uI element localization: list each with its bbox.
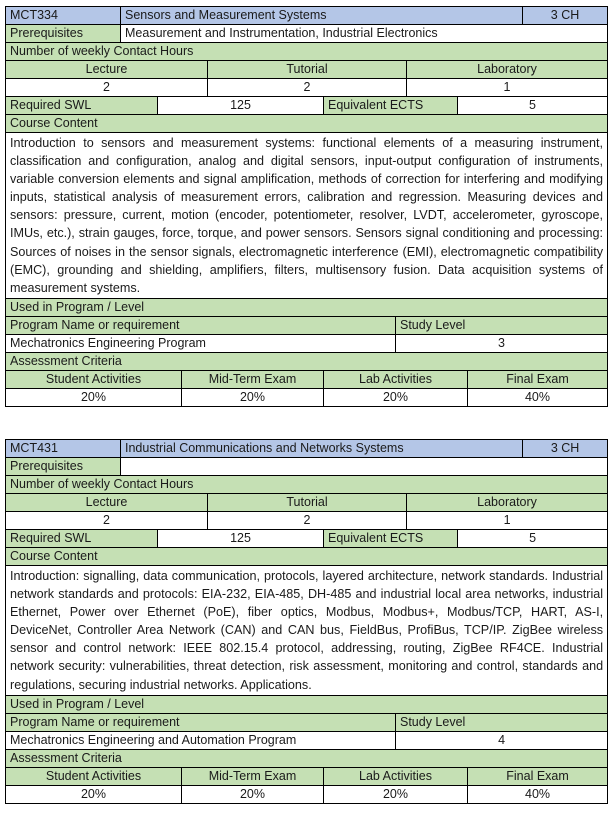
swl-row xyxy=(6,97,608,115)
midterm-value: 20% xyxy=(182,785,324,803)
tutorial-header: Tutorial xyxy=(208,494,407,512)
assessment-label-row xyxy=(6,749,608,767)
program-name: Mechatronics Engineering and Automation Program xyxy=(6,731,396,749)
level-header: Study Level xyxy=(396,713,608,731)
final-exam-header: Final Exam xyxy=(468,370,608,388)
midterm-value: 20% xyxy=(182,388,324,406)
course-code: MCT431 xyxy=(6,440,121,458)
prerequisites-label: Prerequisites xyxy=(6,25,121,43)
content-label-row xyxy=(6,115,608,133)
content-label-row xyxy=(6,548,608,566)
program-headers-row xyxy=(6,316,608,334)
tutorial-hours: 2 xyxy=(208,79,407,97)
ects-value: 5 xyxy=(458,530,608,548)
midterm-header: Mid-Term Exam xyxy=(182,370,324,388)
contact-values-row xyxy=(6,512,608,530)
course-title: Sensors and Measurement Systems xyxy=(121,7,523,25)
student-activities-value: 20% xyxy=(6,388,182,406)
program-name: Mechatronics Engineering Program xyxy=(6,334,396,352)
assessment-values-row xyxy=(6,388,608,406)
lecture-hours: 2 xyxy=(6,512,208,530)
contact-headers-row xyxy=(6,494,608,512)
assessment-label: Assessment Criteria xyxy=(6,749,608,767)
laboratory-hours: 1 xyxy=(407,512,608,530)
ects-label: Equivalent ECTS xyxy=(324,530,458,548)
lab-activities-value: 20% xyxy=(324,388,468,406)
lab-activities-value: 20% xyxy=(324,785,468,803)
swl-row xyxy=(6,530,608,548)
prerequisites-value: Measurement and Instrumentation, Industrial Electronics xyxy=(121,25,608,43)
content-label: Course Content xyxy=(6,548,608,566)
program-label-row xyxy=(6,298,608,316)
contact-hours-label: Number of weekly Contact Hours xyxy=(6,43,608,61)
credit-hours: 3 CH xyxy=(523,7,608,25)
lecture-hours: 2 xyxy=(6,79,208,97)
study-level: 3 xyxy=(396,334,608,352)
swl-value: 125 xyxy=(158,530,324,548)
tutorial-hours: 2 xyxy=(208,512,407,530)
swl-value: 125 xyxy=(158,97,324,115)
program-header: Program Name or requirement xyxy=(6,316,396,334)
contact-values-row xyxy=(6,79,608,97)
prerequisites-value xyxy=(121,458,608,476)
header-row xyxy=(6,7,608,25)
program-values-row xyxy=(6,731,608,749)
final-exam-value: 40% xyxy=(468,785,608,803)
content-label: Course Content xyxy=(6,115,608,133)
ects-value: 5 xyxy=(458,97,608,115)
prerequisites-row xyxy=(6,458,608,476)
course-table-mct431 xyxy=(5,439,608,804)
contact-hours-label: Number of weekly Contact Hours xyxy=(6,476,608,494)
laboratory-header: Laboratory xyxy=(407,494,608,512)
level-header: Study Level xyxy=(396,316,608,334)
program-header: Program Name or requirement xyxy=(6,713,396,731)
program-values-row xyxy=(6,334,608,352)
laboratory-header: Laboratory xyxy=(407,61,608,79)
lab-activities-header: Lab Activities xyxy=(324,370,468,388)
study-level: 4 xyxy=(396,731,608,749)
program-headers-row xyxy=(6,713,608,731)
contact-headers-row xyxy=(6,61,608,79)
final-exam-value: 40% xyxy=(468,388,608,406)
lecture-header: Lecture xyxy=(6,61,208,79)
assessment-headers-row xyxy=(6,767,608,785)
assessment-values-row xyxy=(6,785,608,803)
lecture-header: Lecture xyxy=(6,494,208,512)
header-row xyxy=(6,440,608,458)
credit-hours: 3 CH xyxy=(523,440,608,458)
contact-hours-label-row xyxy=(6,476,608,494)
assessment-label: Assessment Criteria xyxy=(6,352,608,370)
program-label: Used in Program / Level xyxy=(6,298,608,316)
prerequisites-row xyxy=(6,25,608,43)
content-row xyxy=(6,133,608,299)
ects-label: Equivalent ECTS xyxy=(324,97,458,115)
prerequisites-label: Prerequisites xyxy=(6,458,121,476)
program-label: Used in Program / Level xyxy=(6,695,608,713)
swl-label: Required SWL xyxy=(6,97,158,115)
lab-activities-header: Lab Activities xyxy=(324,767,468,785)
student-activities-value: 20% xyxy=(6,785,182,803)
course-content: Introduction to sensors and measurement systems: functional elements of a measuring instrument, classification and configuration, analog and digital sensors, input-output configuration of instruments, variable conversion elements and signal amplification, methods of correction for interfering and modifying inputs, statistical analysis of measurement errors, calibration and regression. Measuring devices and sensors: pressure, current, motion (encoder, potentiometer, resolver, LVDT, accelerometer, gyroscope, IMUs, etc.), strain gauges, force, torque, and power sensors. Sensors signal conditioning and processing: Sources of noises in the sensor signals, electromagnetic interference (EMI), electromagnetic compatibility (EMC), grounding and shielding, amplifiers, filters, multisensory fusion. Data acquisition systems of measurement systems. xyxy=(6,133,608,299)
student-activities-header: Student Activities xyxy=(6,767,182,785)
course-content: Introduction: signalling, data communication, protocols, layered architecture, network standards. Industrial network standards and protocols: EIA-232, EIA-485, DH-485 and industrial local area networks, industrial Ethernet, Power over Ethernet (PoE), fiber optics, Modbus, Modbus+, Modbus/TCP, HART, AS-I, DeviceNet, Controller Area Network (CAN) and CAN bus, FieldBus, ProfiBus, TCP/IP. ZigBee wireless sensor and control network: IEEE 802.15.4 protocol, addressing, routing, ZigBee RF4CE. Industrial network security: vulnerabilities, threat detection, risk assessment, monitoring and control, standards and regulations, securing industrial networks. Applications. xyxy=(6,566,608,696)
content-row xyxy=(6,566,608,696)
tutorial-header: Tutorial xyxy=(208,61,407,79)
course-table-mct334 xyxy=(5,6,608,407)
assessment-headers-row xyxy=(6,370,608,388)
assessment-label-row xyxy=(6,352,608,370)
swl-label: Required SWL xyxy=(6,530,158,548)
course-code: MCT334 xyxy=(6,7,121,25)
student-activities-header: Student Activities xyxy=(6,370,182,388)
final-exam-header: Final Exam xyxy=(468,767,608,785)
midterm-header: Mid-Term Exam xyxy=(182,767,324,785)
program-label-row xyxy=(6,695,608,713)
laboratory-hours: 1 xyxy=(407,79,608,97)
course-title: Industrial Communications and Networks Systems xyxy=(121,440,523,458)
contact-hours-label-row xyxy=(6,43,608,61)
